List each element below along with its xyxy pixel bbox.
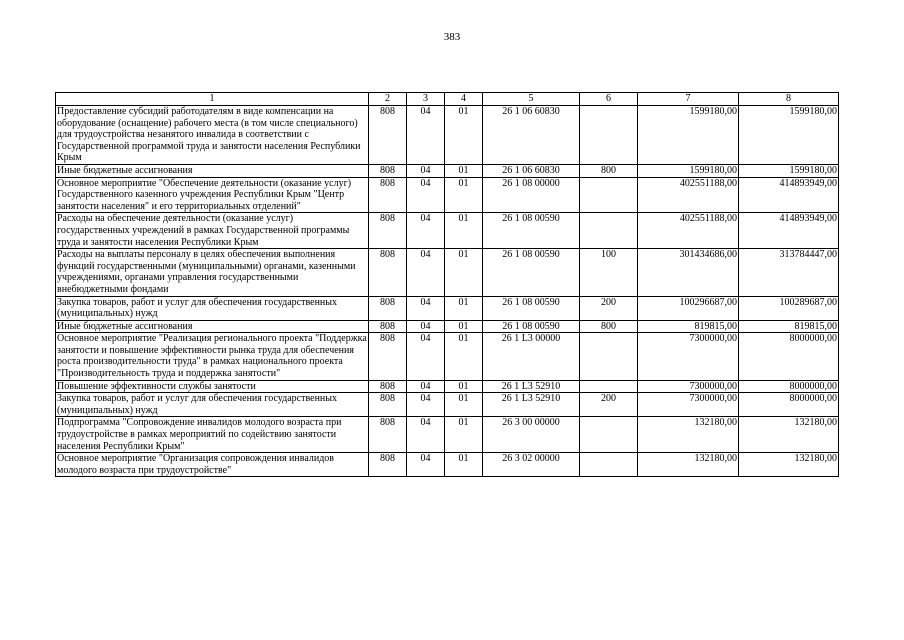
row-vr [580,417,638,453]
header-cell: 3 [407,93,445,106]
row-pr: 01 [445,393,483,417]
row-sum-year1: 7300000,00 [638,393,739,417]
row-pr: 01 [445,249,483,296]
row-sum-year2: 132180,00 [739,417,839,453]
row-grbs: 808 [369,213,407,249]
table-row [56,333,839,380]
row-rz: 04 [407,177,445,213]
row-name: Повышение эффективности службы занятости [56,380,369,393]
row-grbs: 808 [369,249,407,296]
row-pr: 01 [445,417,483,453]
header-row [56,93,839,106]
row-vr: 100 [580,249,638,296]
row-sum-year1: 7300000,00 [638,333,739,380]
row-vr [580,380,638,393]
row-sum-year2: 414893949,00 [739,213,839,249]
row-name: Основное мероприятие "Реализация регионального проекта "Поддержка занятости и повышение эффективности рынка труда для обеспечения роста производительности труда" в рамках национального проекта "Производительность труда и поддержка занятости" [57,333,367,380]
row-rz: 04 [407,164,445,177]
row-sum-year1: 301434686,00 [638,249,739,296]
row-name: Предоставление субсидий работодателям в виде компенсации на оборудование (оснащение) рабочего места (в том числе специального) для трудоустройства незанятого инвалида в соответствии с Государственной программой труда и занятости населения Республики Крым [56,106,369,165]
row-vr: 200 [580,296,638,320]
row-grbs: 808 [369,393,407,417]
row-vr [580,177,638,213]
row-csr: 26 1 08 00590 [483,249,580,296]
row-name: Расходы на обеспечение деятельности (оказание услуг) государственных учреждений в рамках Государственной программы труда и занятости населения Республики Крым [56,213,369,249]
row-sum-year1: 819815,00 [638,320,739,333]
row-pr: 01 [445,333,483,380]
row-rz: 04 [407,296,445,320]
row-vr: 800 [580,164,638,177]
row-rz: 04 [407,249,445,296]
row-sum-year1: 132180,00 [638,453,739,477]
table-row [56,177,839,213]
row-csr: 26 1 L3 52910 [483,380,580,393]
header-cell: 5 [483,93,580,106]
row-vr: 800 [580,320,638,333]
row-csr: 26 1 08 00590 [483,296,580,320]
row-pr: 01 [445,380,483,393]
row-grbs: 808 [369,164,407,177]
row-grbs: 808 [369,380,407,393]
row-csr: 26 1 L3 00000 [483,333,580,380]
header-cell: 4 [445,93,483,106]
row-sum-year1: 402551188,00 [638,213,739,249]
row-csr: 26 1 L3 52910 [483,393,580,417]
row-grbs: 808 [369,177,407,213]
row-rz: 04 [407,417,445,453]
row-sum-year1: 1599180,00 [638,106,739,165]
table-row [56,393,839,417]
row-name: Иные бюджетные ассигнования [56,164,369,177]
row-sum-year2: 313784447,00 [739,249,839,296]
row-sum-year2: 414893949,00 [739,177,839,213]
table-row [56,417,839,453]
row-vr [580,453,638,477]
row-pr: 01 [445,213,483,249]
row-rz: 04 [407,380,445,393]
row-csr: 26 1 08 00000 [483,177,580,213]
row-rz: 04 [407,453,445,477]
row-csr: 26 1 06 60830 [483,164,580,177]
header-cell: 2 [369,93,407,106]
row-name: Закупка товаров, работ и услуг для обеспечения государственных (муниципальных) нужд [56,393,369,417]
row-grbs: 808 [369,296,407,320]
row-pr: 01 [445,453,483,477]
row-sum-year1: 132180,00 [638,417,739,453]
row-rz: 04 [407,393,445,417]
row-rz: 04 [407,213,445,249]
row-grbs: 808 [369,320,407,333]
row-vr: 200 [580,393,638,417]
row-sum-year2: 8000000,00 [739,333,839,380]
row-pr: 01 [445,177,483,213]
row-csr: 26 3 02 00000 [483,453,580,477]
row-sum-year2: 8000000,00 [739,380,839,393]
row-name: Основное мероприятие "Организация сопровождения инвалидов молодого возраста при трудоустройстве" [56,453,369,477]
row-sum-year2: 1599180,00 [739,164,839,177]
row-csr: 26 1 08 00590 [483,213,580,249]
row-vr [580,333,638,380]
row-name: Расходы на выплаты персоналу в целях обеспечения выполнения функций государственными (муниципальными) органами, казенными учреждениями, органами управления государственными внебюджетными фондами [56,249,369,296]
row-grbs: 808 [369,106,407,165]
header-cell: 1 [56,93,369,106]
row-grbs: 808 [369,453,407,477]
table-row [56,106,839,165]
row-rz: 04 [407,320,445,333]
row-csr: 26 1 08 00590 [483,320,580,333]
row-vr [580,106,638,165]
row-sum-year1: 1599180,00 [638,164,739,177]
row-sum-year1: 7300000,00 [638,380,739,393]
row-sum-year2: 819815,00 [739,320,839,333]
row-name: Подпрограмма "Сопровождение инвалидов молодого возраста при трудоустройстве в рамках мероприятий по содействию занятости населения Республики Крым" [56,417,369,453]
row-name: Закупка товаров, работ и услуг для обеспечения государственных (муниципальных) нужд [56,296,369,320]
row-pr: 01 [445,106,483,165]
table-row [56,380,839,393]
page-number: 383 [443,31,461,43]
row-pr: 01 [445,296,483,320]
budget-table [55,92,839,477]
row-grbs: 808 [369,333,407,380]
table-row [56,249,839,296]
table-row [56,296,839,320]
row-sum-year2: 8000000,00 [739,393,839,417]
header-cell: 6 [580,93,638,106]
row-pr: 01 [445,320,483,333]
row-sum-year1: 402551188,00 [638,177,739,213]
row-sum-year2: 100289687,00 [739,296,839,320]
row-pr: 01 [445,164,483,177]
row-sum-year2: 132180,00 [739,453,839,477]
row-sum-year1: 100296687,00 [638,296,739,320]
row-csr: 26 3 00 00000 [483,417,580,453]
row-sum-year2: 1599180,00 [739,106,839,165]
header-cell: 8 [739,93,839,106]
row-grbs: 808 [369,417,407,453]
table-row [56,213,839,249]
header-cell: 7 [638,93,739,106]
table-row [56,164,839,177]
row-vr [580,213,638,249]
row-name: Основное мероприятие "Обеспечение деятельности (оказание услуг) Государственного казенного учреждения Республики Крым "Центр занятости населения" и его территориальных отделений" [56,177,369,213]
table-row [56,453,839,477]
table-row [56,320,839,333]
row-rz: 04 [407,106,445,165]
row-csr: 26 1 06 60830 [483,106,580,165]
row-name: Иные бюджетные ассигнования [56,320,369,333]
row-rz: 04 [407,333,445,380]
